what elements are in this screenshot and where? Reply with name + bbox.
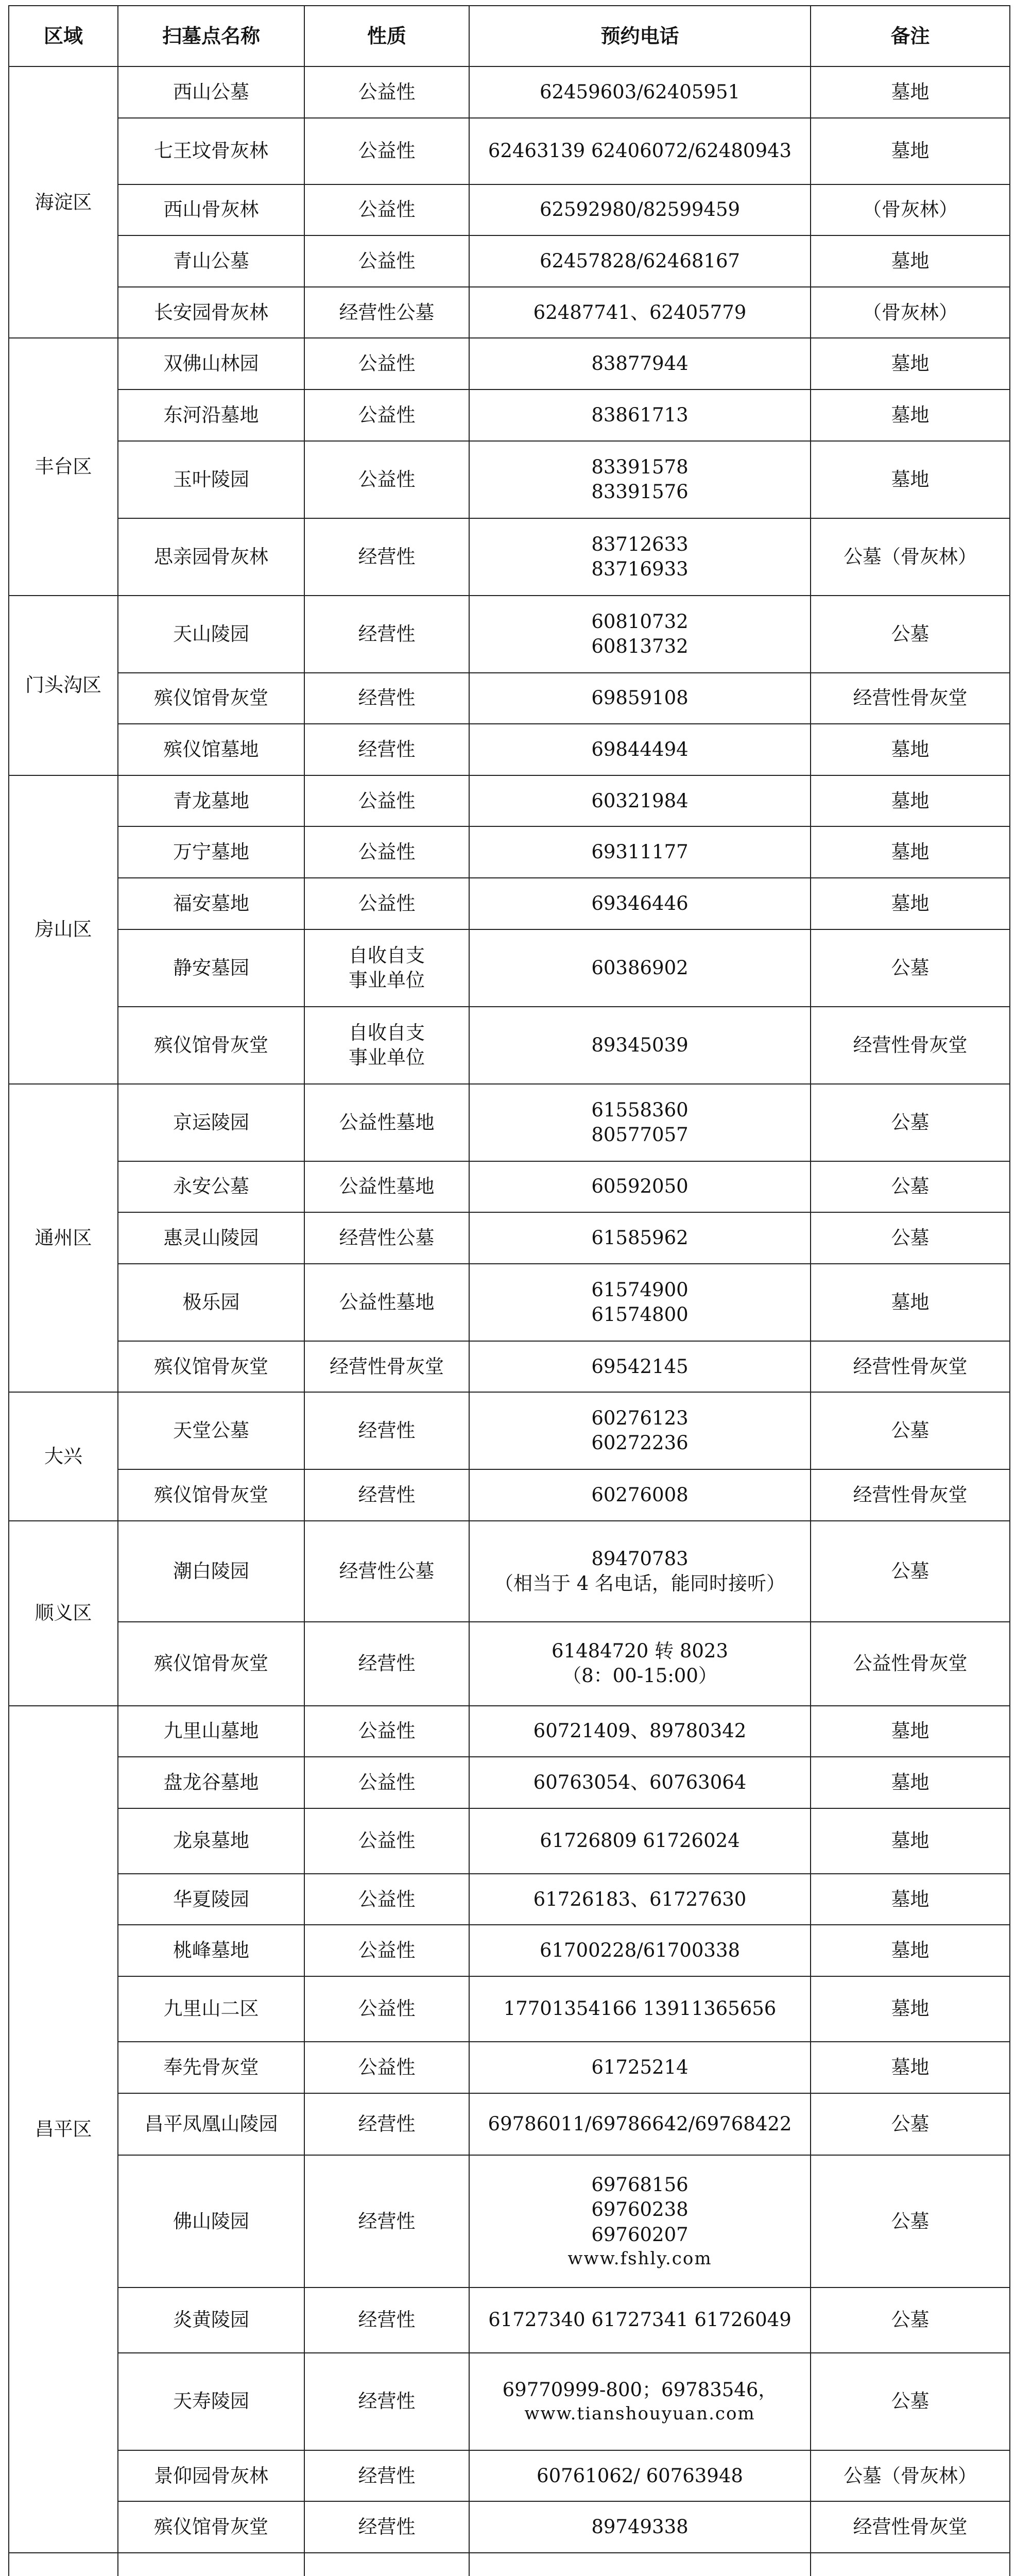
site-name: 静安墓园 [118, 929, 304, 1007]
site-remark: 墓地 [811, 878, 1010, 929]
district-cell-shunyi: 顺义区 [9, 1521, 118, 1706]
site-nature: 公益性墓地 [304, 1264, 469, 1341]
table-row [9, 518, 1010, 596]
table-row [9, 1392, 1010, 1469]
site-remark: 经营性骨灰堂 [811, 1007, 1010, 1084]
district-cell-huairou [9, 2553, 118, 2576]
table-row [9, 389, 1010, 441]
site-nature: 公益性墓地 [304, 1084, 469, 1161]
site-name: 青龙墓地 [118, 775, 304, 827]
site-nature: 经营性 [304, 2501, 469, 2553]
site-phone: 60810732 60813732 [469, 596, 811, 673]
site-nature: 公益性 [304, 235, 469, 287]
site-nature: 经营性 [304, 596, 469, 673]
table-row [9, 1706, 1010, 1757]
header-phone: 预约电话 [469, 6, 811, 66]
site-nature: 经营性 [304, 1622, 469, 1706]
site-remark: 墓地 [811, 1808, 1010, 1874]
header-nature: 性质 [304, 6, 469, 66]
site-website: www.tianshouyuan.com [524, 2403, 755, 2425]
table-row [9, 66, 1010, 118]
cemetery-appointment-table [8, 5, 1010, 2576]
table-row [9, 775, 1010, 827]
table-row [9, 1521, 1010, 1622]
table-row [9, 2155, 1010, 2287]
site-nature: 公益性 [304, 338, 469, 389]
site-phone: 60592050 [469, 1161, 811, 1213]
site-name: 极乐园 [118, 1264, 304, 1341]
table-row [9, 1212, 1010, 1264]
site-nature: 自收自支 事业单位 [304, 1007, 469, 1084]
site-remark: 墓地 [811, 1976, 1010, 2042]
site-nature: 经营性 [304, 2450, 469, 2502]
site-name: 长安园骨灰林 [118, 287, 304, 338]
site-remark: 公墓 [811, 2353, 1010, 2450]
table-row [9, 929, 1010, 1007]
site-phone: 69859108 [469, 673, 811, 724]
site-phone: 61727340 61727341 61726049 [469, 2287, 811, 2353]
site-name: 七王坟骨灰林 [118, 118, 304, 184]
site-remark: 墓地 [811, 1264, 1010, 1341]
site-phone: 89345039 [469, 1007, 811, 1084]
site-remark: 经营性骨灰堂 [811, 673, 1010, 724]
site-name: 殡仪馆骨灰堂 [118, 1341, 304, 1393]
site-remark: 公墓 [811, 1084, 1010, 1161]
site-nature: 经营性 [304, 673, 469, 724]
table-row [9, 118, 1010, 184]
site-phone: 60763054、60763064 [469, 1757, 811, 1808]
site-name: 天寿陵园 [118, 2353, 304, 2450]
site-phone: 61700228/61700338 [469, 1925, 811, 1976]
site-nature [304, 2553, 469, 2576]
site-phone: 60321984 [469, 775, 811, 827]
table-row [9, 2353, 1010, 2450]
site-phone: 69844494 [469, 724, 811, 775]
site-remark: 公墓 [811, 2093, 1010, 2156]
site-name: 殡仪馆骨灰堂 [118, 673, 304, 724]
table-row [9, 1007, 1010, 1084]
district-cell-fengtai: 丰台区 [9, 338, 118, 595]
site-remark: 经营性骨灰堂 [811, 1341, 1010, 1393]
site-remark [811, 2553, 1010, 2576]
site-nature: 经营性 [304, 1392, 469, 1469]
site-phone: 61574900 61574800 [469, 1264, 811, 1341]
site-phone: 60721409、89780342 [469, 1706, 811, 1757]
site-nature: 公益性 [304, 878, 469, 929]
table-row [9, 724, 1010, 775]
site-name: 双佛山林园 [118, 338, 304, 389]
site-remark: 墓地 [811, 118, 1010, 184]
site-nature: 经营性 [304, 1469, 469, 1521]
site-phone: 69768156 69760238 69760207 [591, 2174, 689, 2246]
district-cell-changping: 昌平区 [9, 1706, 118, 2553]
table-row [9, 826, 1010, 878]
header-site-name: 扫墓点名称 [118, 6, 304, 66]
site-phone: 61585962 [469, 1212, 811, 1264]
header-row [9, 6, 1010, 66]
site-nature: 经营性公墓 [304, 1212, 469, 1264]
table-row [9, 1161, 1010, 1213]
site-nature: 公益性 [304, 1874, 469, 1925]
header-district: 区域 [9, 6, 118, 66]
site-remark: 墓地 [811, 1757, 1010, 1808]
table-row [9, 878, 1010, 929]
table-row [9, 2553, 1010, 2576]
district-cell-haidian: 海淀区 [9, 66, 118, 338]
table-row [9, 2287, 1010, 2353]
site-name: 玉叶陵园 [118, 441, 304, 518]
table-row [9, 2501, 1010, 2553]
site-name: 殡仪馆骨灰堂 [118, 2501, 304, 2553]
table-row [9, 1264, 1010, 1341]
site-name: 京运陵园 [118, 1084, 304, 1161]
site-nature: 经营性公墓 [304, 287, 469, 338]
site-phone: 17701354166 13911365656 [469, 1976, 811, 2042]
site-remark: 墓地 [811, 826, 1010, 878]
site-remark: 墓地 [811, 1874, 1010, 1925]
site-name: 思亲园骨灰林 [118, 518, 304, 596]
site-remark: 墓地 [811, 1706, 1010, 1757]
site-remark: 墓地 [811, 441, 1010, 518]
site-phone: 83861713 [469, 389, 811, 441]
site-nature: 经营性 [304, 518, 469, 596]
site-nature: 经营性公墓 [304, 1521, 469, 1622]
site-name: 永安公墓 [118, 1161, 304, 1213]
site-name: 天堂公墓 [118, 1392, 304, 1469]
district-cell-fangshan: 房山区 [9, 775, 118, 1084]
table-row [9, 235, 1010, 287]
site-nature: 经营性骨灰堂 [304, 1341, 469, 1393]
site-phone: 83391578 83391576 [469, 441, 811, 518]
site-name: 万宁墓地 [118, 826, 304, 878]
site-name: 潮白陵园 [118, 1521, 304, 1622]
site-phone: 83877944 [469, 338, 811, 389]
site-name: 昌平凤凰山陵园 [118, 2093, 304, 2156]
table-row [9, 2042, 1010, 2093]
site-name: 华夏陵园 [118, 1874, 304, 1925]
site-phone: 69542145 [469, 1341, 811, 1393]
site-name: 西山公墓 [118, 66, 304, 118]
table-row [9, 1874, 1010, 1925]
site-phone [469, 2553, 811, 2576]
site-remark: （骨灰林） [811, 184, 1010, 236]
site-phone: 69786011/69786642/69768422 [469, 2093, 811, 2156]
site-remark: 公墓 [811, 2287, 1010, 2353]
site-phone: 60761062/ 60763948 [469, 2450, 811, 2502]
site-remark: 墓地 [811, 2042, 1010, 2093]
table-row [9, 1622, 1010, 1706]
site-phone: 62487741、62405779 [469, 287, 811, 338]
site-phone: 61725214 [469, 2042, 811, 2093]
site-website: www.fshly.com [567, 2248, 712, 2269]
site-phone: 62463139 62406072/62480943 [469, 118, 811, 184]
site-nature: 公益性 [304, 2042, 469, 2093]
site-remark: 墓地 [811, 66, 1010, 118]
site-remark: 墓地 [811, 1925, 1010, 1976]
site-remark: 公墓 [811, 1392, 1010, 1469]
site-nature: 公益性 [304, 1706, 469, 1757]
site-nature: 经营性 [304, 2155, 469, 2287]
site-nature: 公益性 [304, 1925, 469, 1976]
table-row [9, 287, 1010, 338]
table-row [9, 1925, 1010, 1976]
site-remark: 经营性骨灰堂 [811, 2501, 1010, 2553]
site-remark: 墓地 [811, 775, 1010, 827]
site-name: 景仰园骨灰林 [118, 2450, 304, 2502]
table-row [9, 1808, 1010, 1874]
site-name: 惠灵山陵园 [118, 1212, 304, 1264]
site-nature: 经营性 [304, 2287, 469, 2353]
table-row [9, 2093, 1010, 2156]
site-phone: 69311177 [469, 826, 811, 878]
site-phone-cell [469, 2155, 811, 2287]
site-remark: 墓地 [811, 235, 1010, 287]
table-row [9, 441, 1010, 518]
site-phone: 60276008 [469, 1469, 811, 1521]
site-name: 天山陵园 [118, 596, 304, 673]
site-name [118, 2553, 304, 2576]
site-remark: 公墓 [811, 1161, 1010, 1213]
site-phone: 61726183、61727630 [469, 1874, 811, 1925]
site-nature: 公益性 [304, 826, 469, 878]
site-nature: 公益性 [304, 775, 469, 827]
site-name: 桃峰墓地 [118, 1925, 304, 1976]
table-row [9, 2450, 1010, 2502]
site-nature: 经营性 [304, 724, 469, 775]
site-phone: 62457828/62468167 [469, 235, 811, 287]
site-nature: 公益性 [304, 1808, 469, 1874]
site-phone: 62459603/62405951 [469, 66, 811, 118]
table-row [9, 1757, 1010, 1808]
site-name: 炎黄陵园 [118, 2287, 304, 2353]
site-remark: 公墓 [811, 2155, 1010, 2287]
site-nature: 公益性墓地 [304, 1161, 469, 1213]
site-phone: 69346446 [469, 878, 811, 929]
site-name: 青山公墓 [118, 235, 304, 287]
site-name: 殡仪馆骨灰堂 [118, 1622, 304, 1706]
site-nature: 经营性 [304, 2353, 469, 2450]
site-remark: 公墓 [811, 1521, 1010, 1622]
site-nature: 公益性 [304, 118, 469, 184]
site-remark: 公墓（骨灰林） [811, 2450, 1010, 2502]
site-name: 殡仪馆墓地 [118, 724, 304, 775]
site-phone: 89470783 （相当于 4 名电话，能同时接听） [469, 1521, 811, 1622]
site-phone: 60386902 [469, 929, 811, 1007]
site-phone: 61558360 80577057 [469, 1084, 811, 1161]
site-remark: 公墓（骨灰林） [811, 518, 1010, 596]
site-name: 奉先骨灰堂 [118, 2042, 304, 2093]
site-nature: 经营性 [304, 2093, 469, 2156]
table-row [9, 184, 1010, 236]
site-nature: 自收自支 事业单位 [304, 929, 469, 1007]
site-remark: （骨灰林） [811, 287, 1010, 338]
site-remark: 公墓 [811, 1212, 1010, 1264]
site-name: 九里山二区 [118, 1976, 304, 2042]
header-remark: 备注 [811, 6, 1010, 66]
site-nature: 公益性 [304, 66, 469, 118]
site-remark: 墓地 [811, 724, 1010, 775]
site-phone: 61484720 转 8023 （8：00-15:00） [469, 1622, 811, 1706]
site-phone: 83712633 83716933 [469, 518, 811, 596]
site-name: 盘龙谷墓地 [118, 1757, 304, 1808]
site-phone: 69770999-800；69783546， [502, 2379, 778, 2401]
district-cell-tongzhou: 通州区 [9, 1084, 118, 1393]
site-name: 福安墓地 [118, 878, 304, 929]
site-name: 龙泉墓地 [118, 1808, 304, 1874]
table-row [9, 1084, 1010, 1161]
table-row [9, 1341, 1010, 1393]
site-phone: 61726809 61726024 [469, 1808, 811, 1874]
site-nature: 公益性 [304, 1976, 469, 2042]
site-phone: 62592980/82599459 [469, 184, 811, 236]
site-name: 殡仪馆骨灰堂 [118, 1469, 304, 1521]
site-nature: 公益性 [304, 184, 469, 236]
site-nature: 公益性 [304, 1757, 469, 1808]
table-row [9, 1469, 1010, 1521]
site-nature: 公益性 [304, 389, 469, 441]
site-phone: 89749338 [469, 2501, 811, 2553]
district-cell-daxing: 大兴 [9, 1392, 118, 1521]
district-cell-mentougou: 门头沟区 [9, 596, 118, 775]
site-remark: 经营性骨灰堂 [811, 1469, 1010, 1521]
site-remark: 墓地 [811, 389, 1010, 441]
site-remark: 墓地 [811, 338, 1010, 389]
site-name: 西山骨灰林 [118, 184, 304, 236]
site-remark: 公墓 [811, 596, 1010, 673]
site-name: 东河沿墓地 [118, 389, 304, 441]
site-name: 殡仪馆骨灰堂 [118, 1007, 304, 1084]
table-row [9, 673, 1010, 724]
table-row [9, 596, 1010, 673]
site-name: 佛山陵园 [118, 2155, 304, 2287]
site-name: 九里山墓地 [118, 1706, 304, 1757]
table-row [9, 338, 1010, 389]
table-row [9, 1976, 1010, 2042]
site-phone-cell [469, 2353, 811, 2450]
site-nature: 公益性 [304, 441, 469, 518]
site-phone: 60276123 60272236 [469, 1392, 811, 1469]
site-remark: 公益性骨灰堂 [811, 1622, 1010, 1706]
site-remark: 公墓 [811, 929, 1010, 1007]
